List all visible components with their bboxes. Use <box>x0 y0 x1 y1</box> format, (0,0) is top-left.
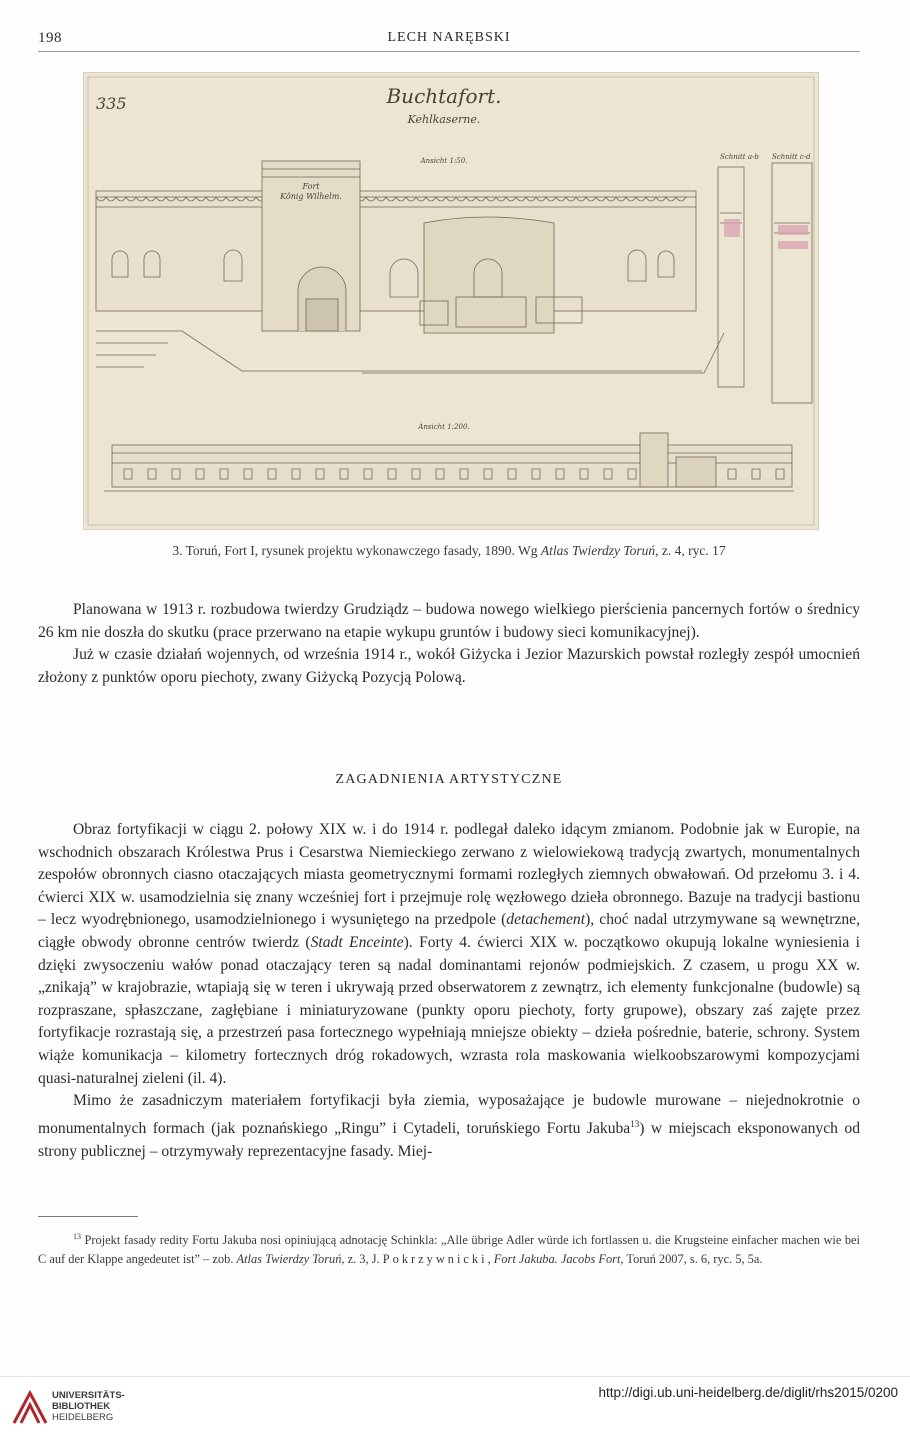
figure-caption <box>38 543 860 559</box>
footnote-rule <box>38 1216 138 1217</box>
section-title: ZAGADNIENIA ARTYSTYCZNE <box>335 772 563 787</box>
running-head: LECH NARĘBSKI <box>387 30 511 45</box>
body-text <box>38 819 860 1163</box>
caption-prefix: 3. Toruń, Fort I, rysunek projektu wykonawczego fasady, 1890. Wg <box>172 543 541 558</box>
paragraph-main-part3: ). Forty 4. ćwierci XIX w. początkowo okupują lokalne wyniesienia i dzięki zwysoczeniu wałów ponad otaczający teren są nadal dominantami rejonów podmiejskich. Z czasem, u progu XX w. „znikają” w krajobrazie, wtapiają się w teren i ukrywają przed obserwatorem z zewnątrz, ich elementy funkcjonalne (budowle) są rozpraszane, spłaszczane, zagłębiane i miniaturyzowane (punkty oporu piechoty, forty grupowe), obszary zaś zajęte przez fortyfikacje rozrastają się, a przestrzeń pasa fortecznego wypełniają mniejsze obiekty – dzieła pośrednie, baterie, schrony. System wiąże komunikacja – kilometry fortecznych dróg rokadowych, wzrasta rola maskowania wielkoobszarowymi kompozycjami quasi-naturalnej zieleni (il. 4). <box>38 933 860 1087</box>
drawing-label-lower: Ansicht 1:200. <box>418 423 470 431</box>
drawing-inscription-line2: König Wilhelm. <box>280 192 342 201</box>
drawing-label-section: Schnitt a-b <box>720 153 759 161</box>
footnote-part1: Projekt fasady redity Fortu Jakuba nosi opiniującą adnotację Schinkla: „Alle übrige Adler würde ich fortlassen u. die Krugsteine einfacher machen wie bei C auf der Klappe angedeutet ist” – zob. <box>38 1233 860 1266</box>
footnote-part4: , Toruń 2007, s. 6, ryc. 5, 5a. <box>620 1251 763 1266</box>
footnote-italic1: Atlas Twierdzy Toruń <box>236 1251 342 1266</box>
library-logo-icon[interactable] <box>10 1387 50 1427</box>
footer-bar <box>0 1376 910 1441</box>
page-header <box>38 30 860 52</box>
intro-text <box>38 599 860 689</box>
footnote-part3: , <box>487 1251 494 1266</box>
drawing-sheet-number: 335 <box>96 94 127 113</box>
paragraph-last-part2: ) w miejscach eksponowanych od strony publicznej – otrzymywały reprezentacyjne fasady. Miej- <box>38 1119 860 1160</box>
drawing-subtitle: Kehlkaserne. <box>407 113 481 126</box>
paragraph-main-part2: ), choć nadal utrzymywane są wewnętrzne, ciągłe obwody obronne centrów twierdz ( <box>38 911 861 951</box>
page-number: 198 <box>38 30 62 46</box>
footnote-part2: , z. 3, J. <box>341 1251 383 1266</box>
source-url-link[interactable]: http://digi.ub.uni-heidelberg.de/diglit/rhs2015/0200 <box>598 1385 898 1400</box>
architectural-drawing <box>83 72 819 530</box>
header-rule <box>38 51 860 52</box>
drawing-label-section2: Schnitt c-d <box>772 153 811 161</box>
library-line2: BIBLIOTHEK <box>52 1401 111 1412</box>
paragraph-2: Już w czasie działań wojennych, od września 1914 r., wokół Giżycka i Jezior Mazurskich powstał rozległy zespół umocnień złożony z punktów oporu piechoty, zwany Giżycką Pozycją Polową. <box>38 646 860 686</box>
paragraph-last <box>38 1090 860 1163</box>
paragraph-main-italic2: Stadt Enceinte <box>310 933 404 951</box>
drawing-label-top: Ansicht 1:50. <box>420 157 468 165</box>
paragraph-1: Planowana w 1913 r. rozbudowa twierdzy Grudziądz – budowa nowego wielkiego pierścienia pancernych fortów o średnicy 26 km nie doszła do skutku (prace przerwano na etapie wykupu gruntów i budowy sieci komunikacyjnej). <box>38 601 860 641</box>
drawing-title: Buchtafort. <box>386 84 502 108</box>
caption-italic: Atlas Twierdzy Toruń <box>540 543 656 558</box>
footnote-number: 13 <box>73 1232 81 1241</box>
library-line3: HEIDELBERG <box>52 1412 114 1423</box>
caption-suffix: , z. 4, ryc. 17 <box>655 543 726 558</box>
footnote-ref[interactable]: 13 <box>630 1118 640 1129</box>
paragraph-main-part1: Obraz fortyfikacji w ciągu 2. połowy XIX w. i do 1914 r. podlegał daleko idącym zmianom. Podobnie jak w Europie, na wschodnich obszarach Królestwa Prus i Cesarstwa Niemieckiego zerwano z wielowiekową tradycją zwartych, monumentalnych zespołów obronnych ciasno otaczających miasta geometrycznymi formami rozległych ziemnych obwałowań. Od przełomu 3. i 4. ćwierci XIX w. usamodzielnia się znany wcześniej fort i przejmuje rolę węzłowego dzieła obronnego. Bazuje na tradycji bastionu – lecz wyodrębnionego, usamodzielnionego i wysuniętego na przedpole ( <box>38 821 860 929</box>
library-line1: UNIVERSITÄTS- <box>52 1390 125 1401</box>
footnote-author: Pokrzywnicki <box>382 1251 488 1266</box>
footnote <box>38 1228 860 1268</box>
paragraph-main-italic1: detachement <box>506 911 586 929</box>
paragraph-main <box>38 819 860 1090</box>
drawing-inscription-line1: Fort <box>302 182 320 191</box>
drawing-svg <box>84 73 818 529</box>
paragraph-last-part1: Mimo że zasadniczym materiałem fortyfikacji była ziemia, wyposażające je budowle murowane – niejednokrotnie o monumentalnych formach (jak poznańskiego „Ringu” i Cytadeli, toruńskiego Fortu Jakuba <box>38 1092 860 1137</box>
library-name[interactable] <box>52 1390 125 1423</box>
footnote-italic2: Fort Jakuba. Jacobs Fort <box>493 1251 621 1266</box>
